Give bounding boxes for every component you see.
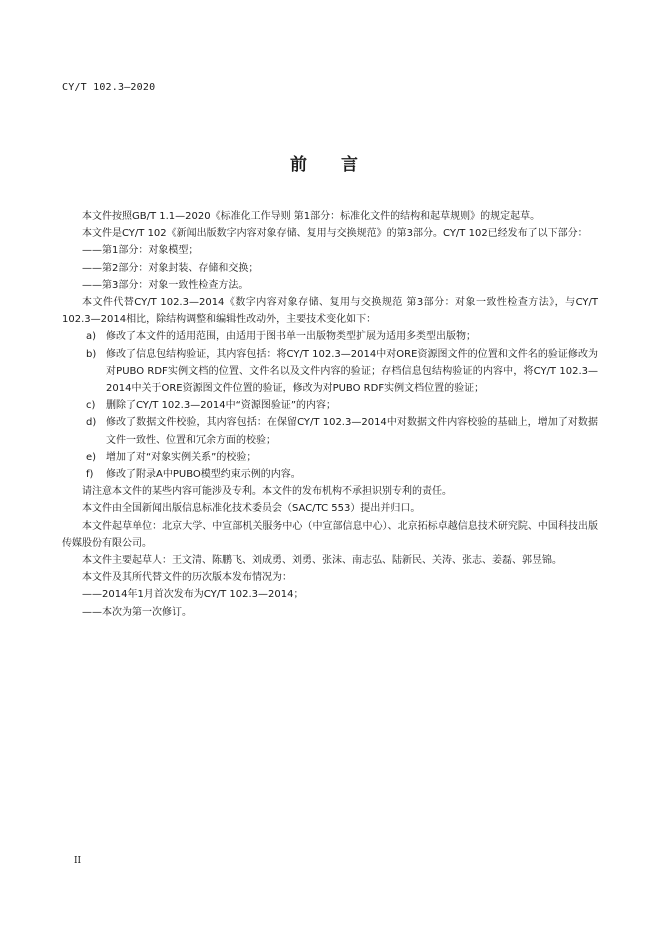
change-text: 删除了CY/T 102.3—2014中“资源图验证”的内容； xyxy=(106,400,337,412)
change-item xyxy=(62,328,598,345)
paragraph: 本文件主要起草人：王文清、陈鹏飞、刘成勇、刘勇、张沫、南志弘、陆新民、关涛、张志、姜磊、郭昱锦。 xyxy=(82,555,562,567)
part-item: ——第1部分：对象模型； xyxy=(82,245,199,257)
change-text: 修改了信息包结构验证，其内容包括：将CY/T 102.3—2014中对ORE资源图文件的位置和文件名的验证修改为对PUBO RDF实例文档的位置、文件名以及文件内容的验证；存档信息包结构验证的内容中，将CY/T 102.3—2014中关于ORE资源图文件位置的验证，修改为对PUBO RDF实例文档位置的验证； xyxy=(106,348,598,395)
part-item: ——第2部分：对象封装、存储和交换； xyxy=(82,262,259,274)
list-marker: f) xyxy=(86,469,94,481)
history-item: ——本次为第一次修订。 xyxy=(82,606,192,618)
change-text: 修改了附录A中PUBO模型约束示例的内容。 xyxy=(106,469,301,481)
list-marker: e) xyxy=(86,451,97,463)
list-marker: d) xyxy=(86,417,97,429)
paragraph: 本文件按照GB/T 1.1—2020《标准化工作导则 第1部分：标准化文件的结构和起草规则》的规定起草。 xyxy=(82,211,541,222)
change-item xyxy=(62,449,598,466)
list-marker: a) xyxy=(86,331,97,343)
paragraph: 本文件及其所代替文件的历次版本发布情况为： xyxy=(82,572,292,584)
change-item xyxy=(62,397,598,414)
history-item: ——2014年1月首次发布为CY/T 102.3—2014； xyxy=(82,589,304,601)
change-item xyxy=(62,414,598,448)
part-item: ——第3部分：对象一致性检查方法。 xyxy=(82,279,249,291)
change-text: 修改了数据文件校验，其内容包括：在保留CY/T 102.3—2014中对数据文件内容校验的基础上，增加了对数据文件一致性、位置和冗余方面的校验； xyxy=(106,417,598,446)
paragraph: 本文件是CY/T 102《新闻出版数字内容对象存储、复用与交换规范》的第3部分。CY/T 102已经发布了以下部分： xyxy=(82,228,588,240)
paragraph: 本文件代替CY/T 102.3—2014《数字内容对象存储、复用与交换规范 第3部分：对象一致性检查方法》，与CY/T 102.3—2014相比，除结构调整和编辑性改动外，主要技术变化如下： xyxy=(62,297,598,326)
change-text: 增加了对“对象实例关系”的校验； xyxy=(106,451,257,463)
document-code: CY/T 102.3—2020 xyxy=(62,82,156,93)
page-title: 前 言 xyxy=(290,155,372,175)
paragraph: 本文件由全国新闻出版信息标准化技术委员会（SAC/TC 553）提出并归口。 xyxy=(82,503,421,515)
paragraph: 本文件起草单位：北京大学、中宣部机关服务中心（中宣部信息中心）、北京拓标卓越信息技术研究院、中国科技出版传媒股份有限公司。 xyxy=(62,520,598,549)
paragraph: 请注意本文件的某些内容可能涉及专利。本文件的发布机构不承担识别专利的责任。 xyxy=(82,486,452,498)
foreword-body xyxy=(62,208,598,621)
page-number: II xyxy=(74,856,82,866)
change-text: 修改了本文件的适用范围，由适用于图书单一出版物类型扩展为适用多类型出版物； xyxy=(106,331,476,343)
list-marker: c) xyxy=(86,400,96,412)
change-item xyxy=(62,466,598,483)
list-marker: b) xyxy=(86,348,97,360)
change-item xyxy=(62,346,598,398)
